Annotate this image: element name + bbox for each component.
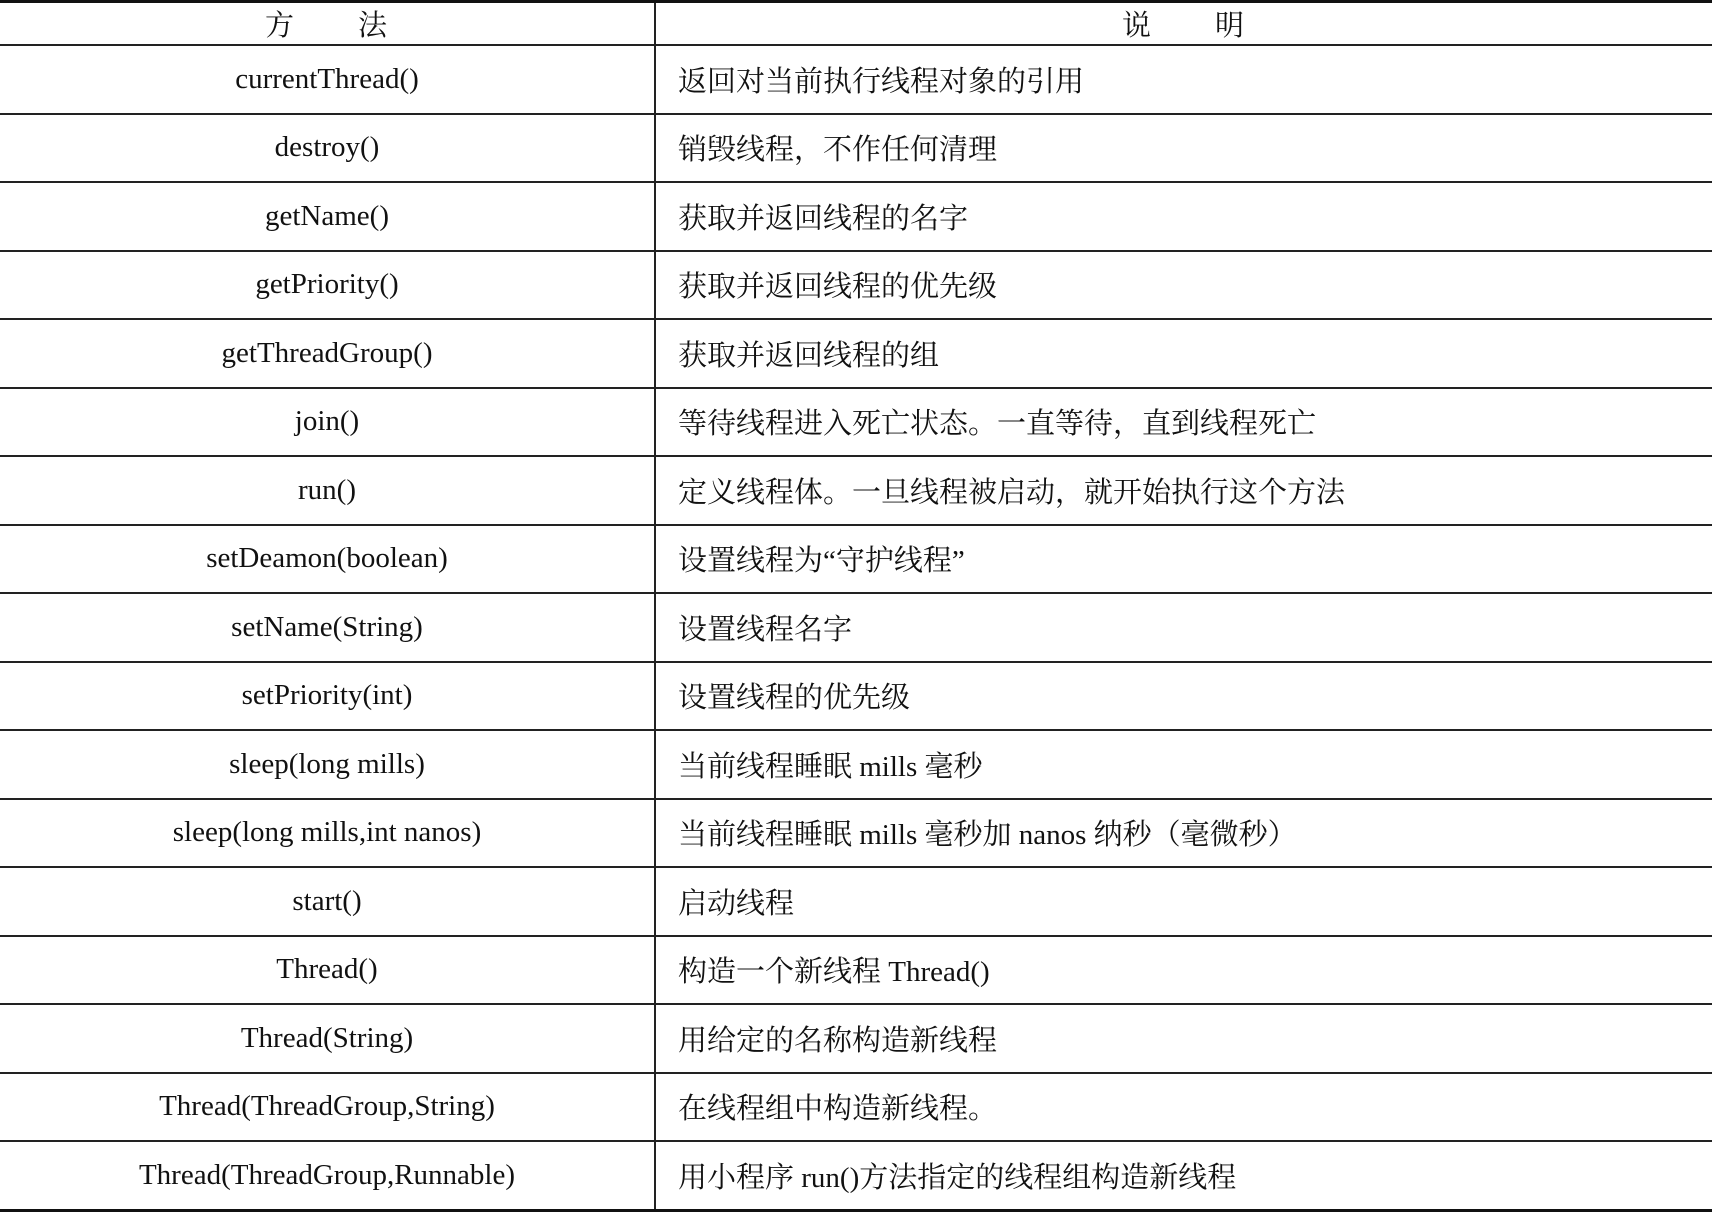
table-row [0, 730, 1712, 799]
method-cell: Thread(String) [0, 1004, 655, 1073]
table-row [0, 251, 1712, 320]
description-cell: 获取并返回线程的名字 [655, 182, 1712, 251]
description-cell: 设置线程的优先级 [655, 662, 1712, 731]
description-cell: 设置线程名字 [655, 593, 1712, 662]
description-header-label: 说 明 [1121, 10, 1246, 42]
method-cell: start() [0, 867, 655, 936]
description-cell: 获取并返回线程的优先级 [655, 251, 1712, 320]
table-header-row [0, 2, 1712, 46]
table-row [0, 45, 1712, 114]
table-row [0, 936, 1712, 1005]
description-cell: 定义线程体。一旦线程被启动，就开始执行这个方法 [655, 456, 1712, 525]
description-cell: 启动线程 [655, 867, 1712, 936]
method-cell: getThreadGroup() [0, 319, 655, 388]
table-row [0, 867, 1712, 936]
table-row [0, 114, 1712, 183]
method-cell: setPriority(int) [0, 662, 655, 731]
description-cell: 在线程组中构造新线程。 [655, 1073, 1712, 1142]
table-row [0, 1004, 1712, 1073]
description-cell: 用给定的名称构造新线程 [655, 1004, 1712, 1073]
description-cell: 当前线程睡眠 mills 毫秒加 nanos 纳秒（毫微秒） [655, 799, 1712, 868]
table-row [0, 319, 1712, 388]
description-cell: 返回对当前执行线程对象的引用 [655, 45, 1712, 114]
method-cell: getPriority() [0, 251, 655, 320]
description-cell: 当前线程睡眠 mills 毫秒 [655, 730, 1712, 799]
method-cell: currentThread() [0, 45, 655, 114]
method-cell: destroy() [0, 114, 655, 183]
table-row [0, 593, 1712, 662]
method-header-label: 方 法 [264, 10, 389, 42]
method-cell: getName() [0, 182, 655, 251]
description-cell: 用小程序 run()方法指定的线程组构造新线程 [678, 1162, 1237, 1194]
table-row [0, 1141, 1712, 1211]
method-cell: join() [0, 388, 655, 457]
description-cell: 设置线程为“守护线程” [655, 525, 1712, 594]
method-cell: Thread(ThreadGroup,String) [0, 1073, 655, 1142]
table-row [0, 662, 1712, 731]
method-cell: sleep(long mills,int nanos) [0, 799, 655, 868]
method-cell: run() [0, 456, 655, 525]
method-cell: setName(String) [0, 593, 655, 662]
method-cell: sleep(long mills) [0, 730, 655, 799]
table-row [0, 525, 1712, 594]
table-row [0, 456, 1712, 525]
description-cell: 构造一个新线程 Thread() [655, 936, 1712, 1005]
table-row [0, 799, 1712, 868]
method-cell: Thread(ThreadGroup,Runnable) [0, 1141, 655, 1211]
table-row [0, 388, 1712, 457]
method-column-header [0, 2, 655, 46]
description-cell: 销毁线程，不作任何清理 [655, 114, 1712, 183]
description-cell: 获取并返回线程的组 [655, 319, 1712, 388]
description-column-header [655, 2, 1712, 46]
table-row [0, 1073, 1712, 1142]
method-cell: Thread() [0, 936, 655, 1005]
table-row [0, 182, 1712, 251]
method-cell: setDeamon(boolean) [0, 525, 655, 594]
description-cell: 等待线程进入死亡状态。一直等待，直到线程死亡 [655, 388, 1712, 457]
